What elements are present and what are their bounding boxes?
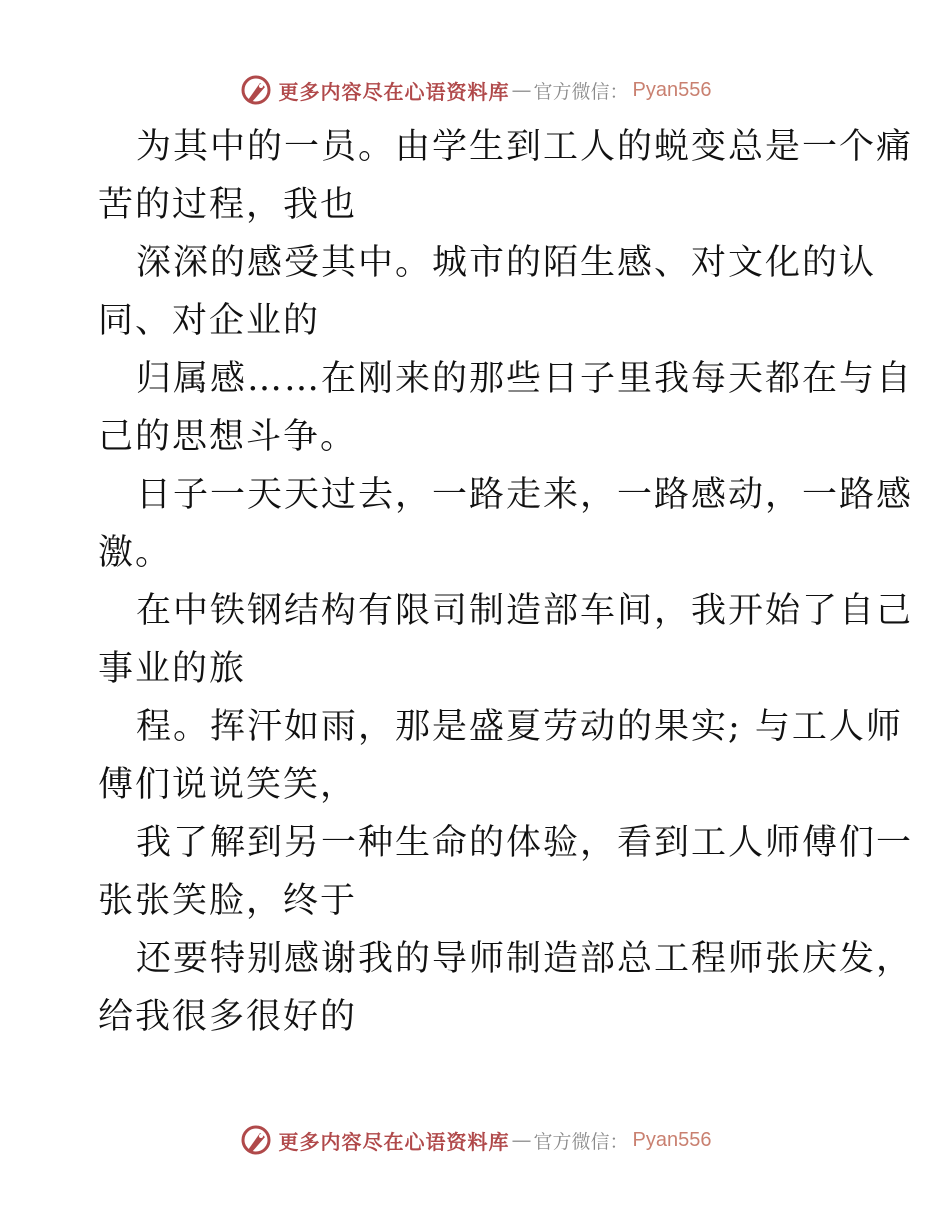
pen-nib-logo-icon [239, 73, 273, 107]
text-line: 张张笑脸，终于 [98, 881, 358, 921]
separator-dash: — [511, 1128, 532, 1152]
text-line: 己的思想斗争。 [98, 417, 358, 457]
text-line: 傅们说说笑笑， [98, 765, 358, 805]
wechat-id: Pyan556 [632, 1128, 712, 1151]
text-line: 苦的过程，我也 [98, 185, 358, 225]
document-body [98, 118, 914, 1046]
separator-dash: — [511, 78, 532, 102]
text-line: 激。 [98, 533, 173, 573]
wechat-label: 官方微信： [533, 80, 629, 103]
wechat-label: 官方微信： [533, 1130, 629, 1153]
wechat-id: Pyan556 [632, 78, 712, 101]
footer-banner [0, 1120, 950, 1160]
text-line: 日子一天天过去，一路走来，一路感动，一路感 [136, 475, 914, 515]
promo-text: 更多内容尽在心语资料库 [278, 1129, 510, 1154]
text-line: 在中铁钢结构有限司制造部车间，我开始了自己 [136, 591, 914, 631]
pen-nib-logo-icon [239, 1123, 273, 1157]
text-line: 我了解到另一种生命的体验，看到工人师傅们一 [136, 823, 914, 863]
text-line: 深深的感受其中。城市的陌生感、对文化的认 [136, 243, 877, 283]
text-line: 同、对企业的 [98, 301, 321, 341]
text-line: 归属感……在刚来的那些日子里我每天都在与自 [136, 359, 914, 399]
text-line: 程。挥汗如雨，那是盛夏劳动的果实; 与工人师 [136, 707, 903, 747]
promo-text: 更多内容尽在心语资料库 [278, 79, 510, 104]
text-line: 事业的旅 [98, 649, 247, 689]
header-banner [0, 70, 950, 110]
text-line: 为其中的一员。由学生到工人的蜕变总是一个痛 [136, 127, 914, 167]
text-line: 还要特别感谢我的导师制造部总工程师张庆发， [136, 939, 914, 979]
text-line: 给我很多很好的 [98, 997, 358, 1037]
